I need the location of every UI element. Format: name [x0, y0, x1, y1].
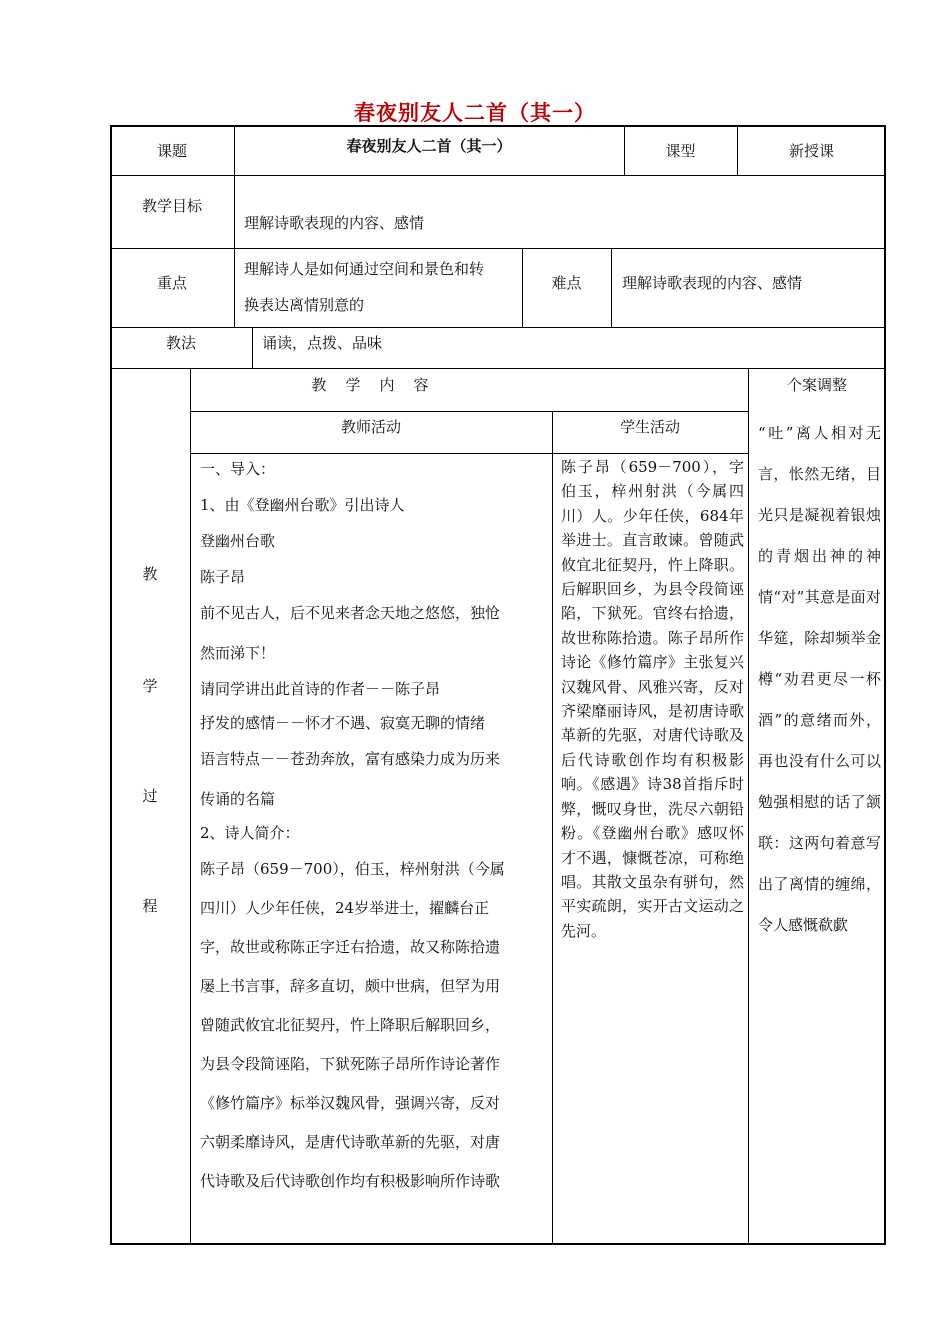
student-activity-header: 学生活动	[619, 418, 680, 436]
teacher-line: 1、由《登幽州台歌》引出诗人	[200, 496, 405, 514]
teacher-line: 传诵的名篇	[200, 790, 276, 808]
topic-value: 春夜别友人二首（其一）	[346, 137, 512, 155]
difficulty-label: 难点	[551, 274, 582, 292]
teacher-line: 抒发的感情－－怀才不遇、寂寞无聊的情绪	[200, 714, 486, 732]
difficulty-value: 理解诗歌表现的内容、感情	[622, 274, 803, 292]
adjust-header: 个案调整	[786, 376, 847, 394]
col-divider	[748, 368, 749, 1244]
teacher-line: 屡上书言事，辞多直切，颇中世病，但罕为用	[200, 977, 501, 995]
row-divider	[110, 327, 886, 328]
teacher-line: 《修竹篇序》标举汉魏风骨，强调兴寄，反对	[200, 1094, 501, 1112]
row-divider	[190, 411, 748, 412]
row-divider	[110, 248, 886, 249]
teacher-line: 为县令段简诬陷，下狱死陈子昂所作诗论著作	[200, 1055, 501, 1073]
teacher-line: 字，故世或称陈正字迁右拾遗，故又称陈拾遗	[200, 938, 501, 956]
topic-label: 课题	[156, 142, 187, 160]
teacher-line: 前不见古人，后不见来者念天地之悠悠，独怆	[200, 604, 501, 622]
process-label-char: 程	[142, 897, 158, 915]
teacher-line: 2、诗人简介：	[200, 824, 300, 842]
teacher-line: 登幽州台歌	[200, 532, 276, 550]
lesson-type-label: 课型	[665, 142, 696, 160]
focus-value-line-2: 换表达离情别意的	[244, 296, 365, 314]
method-value: 诵读，点拨、品味	[262, 334, 383, 352]
row-divider	[110, 368, 886, 369]
lesson-type-value: 新授课	[788, 142, 834, 160]
teacher-activity-header: 教师活动	[340, 418, 401, 436]
teacher-line: 一、导入：	[200, 460, 276, 478]
focus-value	[244, 251, 484, 323]
teacher-line: 陈子昂（659－700），伯玉，梓州射洪（今属	[200, 860, 505, 878]
process-label-char: 学	[142, 677, 158, 695]
col-divider	[190, 368, 191, 1244]
teacher-line: 四川）人少年任侠，24岁举进士，擢麟台正	[200, 899, 490, 917]
student-activity-content: 陈子昂（659－700），字伯玉，梓州射洪（今属四川）人。少年任侠，684年举进士。直言敢谏。曾随武攸宜北征契丹，忤上降职。后解职回乡，为县令段简诬陷，下狱死。官终右拾遗，故世称陈拾遗。陈子昂所作诗论《修竹篇序》主张复兴汉魏风骨、风雅兴寄，反对齐梁靡丽诗风，是初唐诗歌革新的先驱，对唐代诗歌及后代诗歌创作均有积极影响。《感遇》诗38首指斥时弊，慨叹身世，洗尽六朝铅粉。《登幽州台歌》感叹怀才不遇，慷慨苍凉，可称绝唱。其散文虽杂有骈句，然平实疏朗，实开古文运动之先河。	[561, 458, 744, 940]
process-label-char: 过	[142, 787, 158, 805]
focus-label: 重点	[156, 274, 187, 292]
teacher-activity-content	[200, 457, 546, 1208]
teacher-line: 请同学讲出此首诗的作者－－陈子昂	[200, 680, 441, 698]
teacher-line: 曾随武攸宜北征契丹，忤上降职后解职回乡，	[200, 1016, 501, 1034]
method-label: 教法	[165, 334, 196, 352]
col-divider	[611, 248, 612, 327]
process-label-char: 教	[142, 565, 158, 583]
teacher-line: 然而涕下！	[200, 644, 276, 662]
col-divider	[252, 327, 253, 368]
focus-value-line-1: 理解诗人是如何通过空间和景色和转	[244, 260, 485, 278]
teacher-line: 陈子昂	[200, 568, 246, 586]
row-divider	[190, 453, 748, 454]
teacher-line: 代诗歌及后代诗歌创作均有积极影响所作诗歌	[200, 1172, 501, 1190]
col-divider	[552, 411, 553, 1244]
row-divider	[110, 175, 886, 176]
goals-value: 理解诗歌表现的内容、感情	[244, 214, 425, 232]
goals-label: 教学目标	[141, 197, 202, 215]
teacher-line: 语言特点－－苍劲奔放，富有感染力成为历来	[200, 750, 501, 768]
document-title: 春夜别友人二首（其一）	[354, 100, 596, 125]
content-header: 教 学 内 容	[311, 376, 431, 394]
teacher-line: 六朝柔靡诗风，是唐代诗歌革新的先驱，对唐	[200, 1133, 501, 1151]
adjustment-content: “吐”离人相对无言，怅然无绪，目光只是凝视着银烛的青烟出神的神情“对”其意是面对华筵，除却频举金樽“劝君更尽一杯酒”的意绪而外，再也没有什么可以勉强相慰的话了颔联：这两句着意写出了离情的缠绵，令人感慨欷歔	[758, 424, 881, 934]
